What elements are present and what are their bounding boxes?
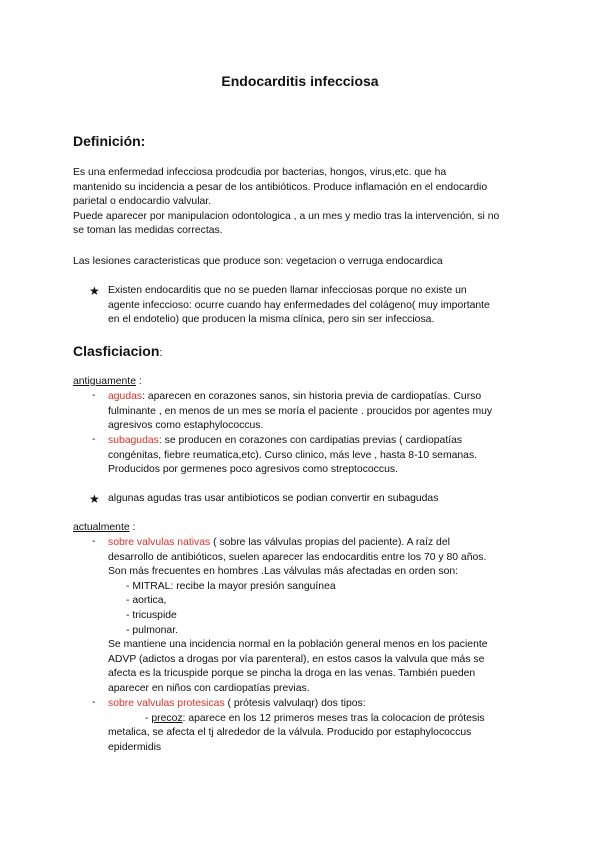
- protesicas-item: [108, 697, 485, 755]
- clasificacion-heading: [73, 343, 162, 359]
- dash-bullet-icon: -: [92, 536, 96, 547]
- valve-item: - tricuspide: [126, 609, 177, 621]
- text-line: [108, 434, 477, 449]
- dash-bullet-icon: -: [92, 697, 96, 708]
- actualmente-label: [73, 521, 135, 536]
- text-line: Es una enfermedad infecciosa prodcudia por bacterias, hongos, virus,etc. que ha: [73, 167, 447, 178]
- precoz-line: [108, 712, 485, 727]
- text-line: congénitas, fiebre reumatica,etc). Curso clinico, más leve , hasta 8-10 semanas.: [108, 449, 478, 461]
- text-line: afecta es la tricuspide porque se pincha la droga en las venas. También pueden: [108, 668, 476, 680]
- subagudas-item: [108, 434, 477, 478]
- heading-colon: :: [159, 347, 163, 359]
- dash-bullet-icon: -: [92, 434, 96, 445]
- label-colon: :: [129, 522, 136, 533]
- text-line: mantenido su incidencia a pesar de los antibióticos. Produce inflamación en el endocardio: [73, 181, 488, 193]
- precoz-text: : aparece en los 12 primeros meses tras la colocacion de prótesis: [182, 712, 485, 724]
- subagudas-note: algunas agudas tras usar antibioticos se podian convertir en subagudas: [108, 493, 439, 504]
- clasificacion-heading-text: Clasficiacion: [73, 343, 160, 359]
- text-line: [108, 390, 492, 405]
- definicion-heading: Definición:: [73, 133, 146, 149]
- star-bullet-icon: ★: [89, 284, 100, 298]
- agudas-first-line: : aparecen en corazones sanos, sin historia previa de cardiopatías. Curso: [142, 391, 482, 402]
- text-line: epidermidis: [108, 741, 162, 753]
- text-line: [108, 697, 485, 712]
- precoz-term: precoz: [151, 712, 183, 724]
- valve-list: [108, 580, 488, 638]
- colageno-note: [108, 284, 490, 328]
- lesiones-line: Las lesiones caracteristicas que produce son: vegetacion o verruga endocardica: [73, 256, 443, 267]
- protesicas-term: sobre valvulas protesicas: [108, 698, 225, 709]
- subagudas-term: subagudas: [108, 435, 159, 446]
- dash-bullet-icon: -: [92, 390, 96, 401]
- nativas-item: [108, 536, 488, 697]
- text-line: Son más frecuentes en hombres .Las válvulas más afectadas en orden son:: [108, 566, 459, 578]
- agudas-item: [108, 390, 492, 434]
- nativas-first-line: ( sobre las válvulas propias del paciente). A raíz del: [210, 537, 450, 548]
- document-title: Endocarditis infecciosa: [221, 73, 379, 89]
- text-line: aparecer en niños con cardiopatías previas.: [108, 682, 310, 694]
- text-line: Se mantiene una incidencia normal en la población general menos en los paciente: [108, 639, 488, 651]
- text-line: se toman las medidas correctas.: [73, 225, 223, 237]
- text-line: ADVP (adictos a drogas por vía parenteral), en estos casos la valvula que más se: [108, 653, 485, 665]
- text-line: parietal o endocardio valvular.: [73, 196, 212, 208]
- valve-item: - aortica,: [126, 595, 167, 607]
- text-line: en el endotelio) que producen la misma clínica, pero sin ser infecciosa.: [108, 314, 435, 326]
- star-bullet-icon: ★: [89, 492, 100, 506]
- text-line: desarrollo de antibióticos, suelen aparecer las endocarditis entre los 70 y 80 años.: [108, 551, 487, 563]
- agudas-term: agudas: [108, 391, 143, 402]
- valve-item: - pulmonar.: [126, 624, 178, 636]
- precoz-dash: -: [145, 712, 152, 724]
- antiguamente-label: [73, 375, 142, 390]
- nativas-term: sobre valvulas nativas: [108, 537, 211, 548]
- label-colon: :: [135, 376, 142, 387]
- actualmente-label-text: actualmente: [73, 522, 130, 533]
- text-line: metalica, se afecta el tj alrededor de la válvula. Producido por estaphylococcus: [108, 727, 472, 739]
- text-line: [108, 536, 488, 551]
- definicion-paragraph: [73, 166, 499, 239]
- protesicas-first-line: ( prótesis valvulaqr) dos tipos:: [224, 698, 366, 709]
- text-line: Producidos por germenes poco agresivos como streptococcus.: [108, 464, 398, 476]
- text-line: fulminante , en menos de un mes se moría el paciente . proucidos por agentes muy: [108, 405, 493, 417]
- text-line: agente infeccioso: ocurre cuando hay enfermedades del colágeno( muy importante: [108, 299, 490, 311]
- text-line: Existen endocarditis que no se pueden llamar infecciosas porque no existe un: [108, 285, 467, 296]
- valve-item: - MITRAL: recibe la mayor presión sanguínea: [126, 580, 336, 592]
- antiguamente-label-text: antiguamente: [73, 376, 136, 387]
- text-line: Puede aparecer por manipulacion odontologica , a un mes y medio tras la intervención, si no: [73, 210, 500, 222]
- text-line: agresivos como estaphylococcus.: [108, 420, 264, 432]
- subagudas-first-line: : se producen en corazones con cardipatias previas ( cardiopatías: [158, 435, 463, 446]
